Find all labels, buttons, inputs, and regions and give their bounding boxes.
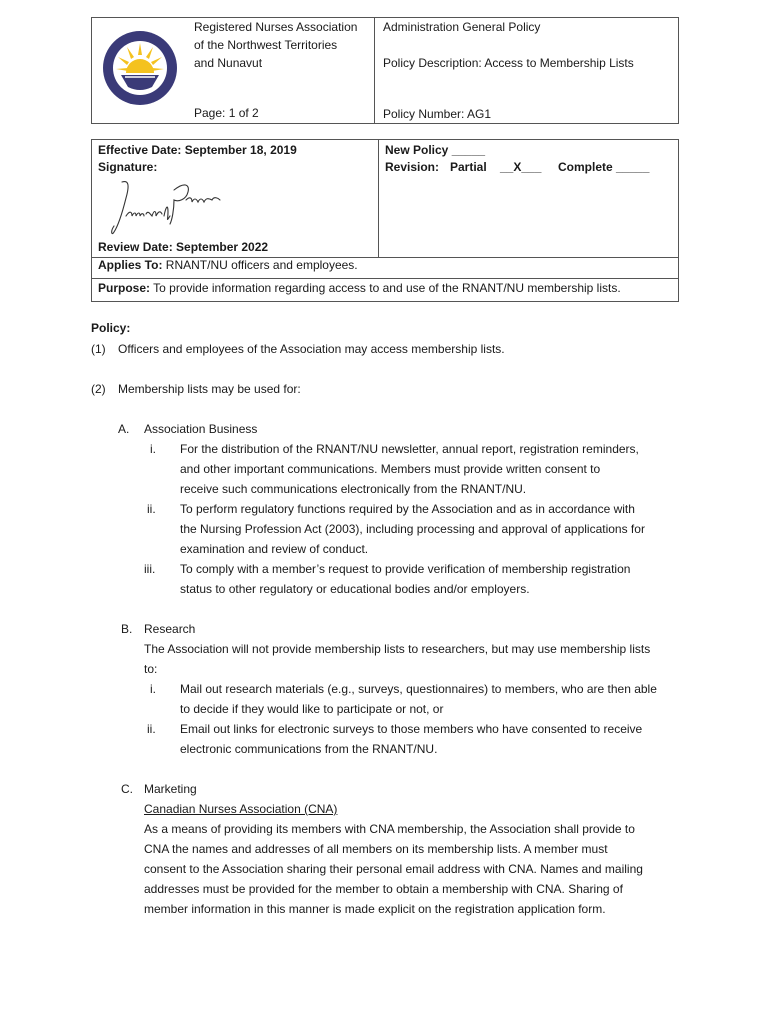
b-i-line1: Mail out research materials (e.g., surveys, questionnaires) to members, who are then able: [180, 682, 657, 696]
b-intro-line2: to:: [144, 662, 158, 676]
applies-to: [98, 258, 358, 273]
b-ii-line2: electronic communications from the RNANT/NU.: [180, 742, 438, 756]
b-i-line2: to decide if they would like to participate or not, or: [180, 702, 444, 716]
c-line4: addresses must be provided for the member to obtain a membership with CNA. Sharing of: [144, 882, 623, 896]
review-date: Review Date: September 2022: [98, 240, 269, 254]
a-iii-line1: To comply with a member’s request to provide verification of membership registration: [180, 562, 631, 576]
c-subheading: Canadian Nurses Association (CNA): [144, 802, 338, 816]
info-hline-2: [92, 278, 678, 279]
c-line3: consent to the Association sharing their personal email address with CNA. Names and mailing: [144, 862, 643, 876]
policy-description: Policy Description: Access to Membership Lists: [383, 56, 634, 70]
info-divider: [378, 140, 379, 257]
item1-text: Officers and employees of the Association may access membership lists.: [118, 342, 505, 356]
b-i-num: i.: [150, 682, 156, 696]
section-c-title: Marketing: [144, 782, 197, 796]
item2-text: Membership lists may be used for:: [118, 382, 301, 396]
purpose: [98, 281, 621, 296]
a-ii-line2: the Nursing Profession Act (2003), including processing and approval of applications for: [180, 522, 645, 536]
applies-text: RNANT/NU officers and employees.: [165, 258, 358, 272]
page-number: Page: 1 of 2: [194, 106, 259, 120]
c-line5: member information in this manner is made explicit on the registration application form.: [144, 902, 606, 916]
applies-label: Applies To:: [98, 258, 163, 272]
purpose-label: Purpose:: [98, 281, 151, 295]
a-iii-line2: status to other regulatory or educational bodies and/or employers.: [180, 582, 530, 596]
item2-num: (2): [91, 382, 106, 396]
a-i-num: i.: [150, 442, 156, 456]
a-ii-line3: examination and review of conduct.: [180, 542, 369, 556]
header-divider: [374, 18, 375, 123]
revision-complete: Complete _____: [558, 160, 650, 174]
revision-partial: Partial: [450, 160, 487, 174]
a-i-line3: receive such communications electronically from the RNANT/NU.: [180, 482, 527, 496]
section-b-title: Research: [144, 622, 196, 636]
org-name-line3: and Nunavut: [194, 56, 263, 70]
b-ii-num: ii.: [147, 722, 156, 736]
signature-label: Signature:: [98, 160, 158, 174]
section-a-label: A.: [118, 422, 130, 436]
signature-icon: [108, 176, 228, 240]
a-iii-num: iii.: [144, 562, 156, 576]
a-ii-num: ii.: [147, 502, 156, 516]
a-ii-line1: To perform regulatory functions required by the Association and as in accordance with: [180, 502, 635, 516]
rnant-logo-icon: [103, 31, 177, 105]
policy-heading: Policy:: [91, 321, 131, 335]
c-line2: CNA the names and addresses of all members on its membership lists. A member must: [144, 842, 608, 856]
a-i-line1: For the distribution of the RNANT/NU newsletter, annual report, registration reminders,: [180, 442, 639, 456]
section-a-title: Association Business: [144, 422, 258, 436]
org-name-line2: of the Northwest Territories: [194, 38, 338, 52]
effective-date: Effective Date: September 18, 2019: [98, 143, 297, 157]
policy-number: Policy Number: AG1: [383, 107, 492, 121]
revision-label: Revision:: [385, 160, 440, 174]
b-ii-line1: Email out links for electronic surveys to those members who have consented to receive: [180, 722, 643, 736]
new-policy: New Policy _____: [385, 143, 486, 157]
policy-type: Administration General Policy: [383, 20, 541, 34]
c-line1: As a means of providing its members with CNA membership, the Association shall provide to: [144, 822, 635, 836]
revision-partial-mark: __X___: [500, 160, 542, 174]
b-intro-line1: The Association will not provide membership lists to researchers, but may use membership lists: [144, 642, 651, 656]
a-i-line2: and other important communications. Members must provide written consent to: [180, 462, 601, 476]
section-b-label: B.: [121, 622, 133, 636]
section-c-label: C.: [121, 782, 133, 796]
org-name-line1: Registered Nurses Association: [194, 20, 358, 34]
purpose-text: To provide information regarding access to and use of the RNANT/NU membership lists.: [153, 281, 621, 295]
item1-num: (1): [91, 342, 106, 356]
